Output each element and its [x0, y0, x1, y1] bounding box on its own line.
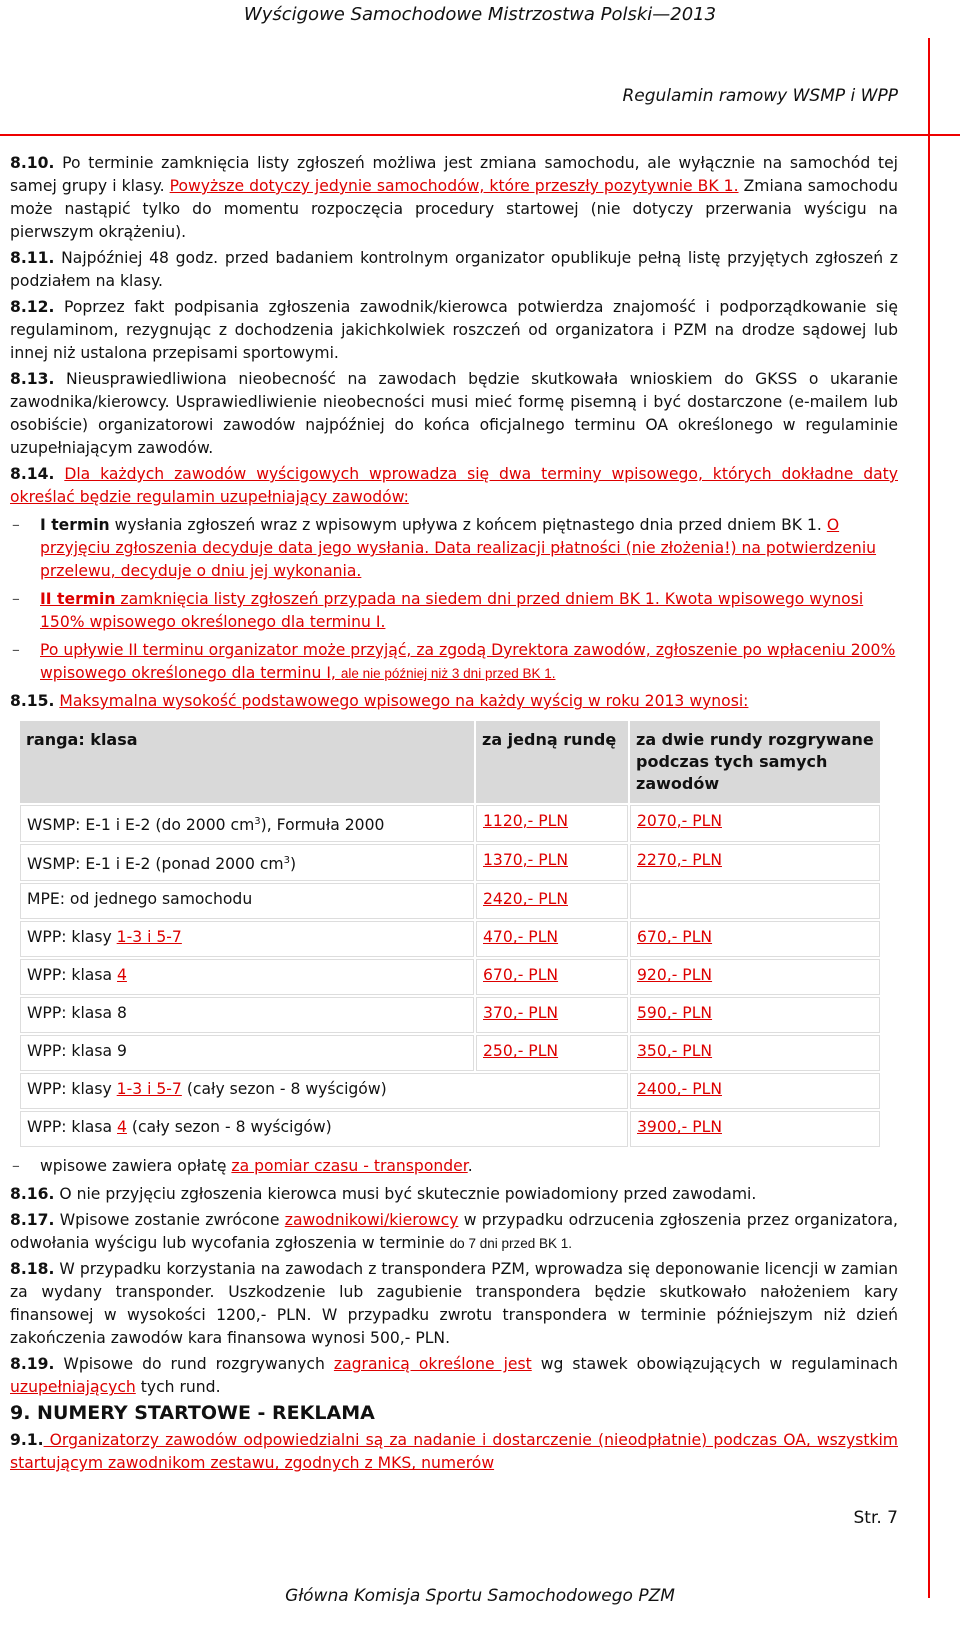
- price: 470,- PLN: [483, 928, 559, 947]
- document-body: [10, 152, 898, 1478]
- table-cell: [630, 883, 880, 919]
- section-number: 9.1.: [10, 1431, 44, 1450]
- section-8-13: [10, 368, 898, 460]
- text: tych rund.: [135, 1378, 221, 1397]
- section-heading-9: 9. NUMERY STARTOWE - REKLAMA: [10, 1402, 375, 1425]
- section-8-15: [10, 690, 898, 713]
- text: WPP: klasy: [27, 1080, 117, 1099]
- price: 590,- PLN: [637, 1004, 713, 1023]
- table-cell: [476, 844, 628, 881]
- text: wysłania zgłoszeń wraz z wpisowym upływa z końcem piętnastego dnia przed dniem BK 1.: [109, 516, 827, 534]
- price: 2400,- PLN: [637, 1080, 722, 1099]
- text: WPP: klasy: [27, 928, 117, 947]
- text: ), Formuła 2000: [260, 816, 385, 835]
- highlighted-text: zamknięcia listy zgłoszeń przypada na siedem dni przed dniem BK 1. Kwota wpisowego wynosi 150% wpisowego określonego dla terminu I.: [40, 590, 864, 631]
- price: 1120,- PLN: [483, 812, 568, 830]
- section-8-18: [10, 1258, 898, 1350]
- text: Po terminie zamknięcia listy zgłoszeń możliwa jest zmiana samochodu, ale wyłącznie na samochód tej samej grupy i klasy.: [10, 154, 898, 195]
- bullet-term-3: [10, 639, 898, 685]
- highlighted-text: 1-3 i 5-7: [116, 928, 182, 947]
- text: Wpisowe zostanie zwrócone: [54, 1211, 285, 1230]
- section-8-19: [10, 1353, 898, 1399]
- header-subtitle: Regulamin ramowy WSMP i WPP: [622, 86, 898, 106]
- price: 2270,- PLN: [637, 851, 722, 870]
- margin-rule: [928, 38, 930, 1598]
- text: do 7 dni przed BK 1.: [449, 1236, 573, 1252]
- text: (cały sezon - 8 wyścigów): [181, 1080, 387, 1099]
- section-number: 8.13.: [10, 370, 55, 388]
- table-cell: [476, 1035, 628, 1071]
- highlighted-text: Po upływie II terminu organizator może przyjąć, za zgodą Dyrektora zawodów, zgłoszenie po wpłaceniu 200% wpisowego określonego dla terminu I,: [40, 641, 896, 682]
- table-cell: [630, 997, 880, 1033]
- text: wpisowe zawiera opłatę: [40, 1157, 232, 1176]
- text: Najpóźniej 48 godz. przed badaniem kontrolnym organizator opublikuje pełną listę przyjętych zgłoszeń z podziałem na klasy.: [10, 249, 898, 290]
- table-header: za jedną rundę: [476, 721, 628, 803]
- text: MPE: od jednego samochodu: [27, 890, 253, 909]
- price: 350,- PLN: [637, 1042, 713, 1061]
- text: Nieusprawiedliwiona nieobecność na zawodach będzie skutkowała wnioskiem do GKSS o ukaranie zawodnika/kierowcy. Usprawiedliwienie nieobecności musi mieć formę pisemną i być dostarczone (e-mailem lub osobiście) organizatorowi zawodów najpóźniej do końca oficjalnego terminu OA określonego w regulaminie uzupełniającym zawodów.: [10, 370, 898, 457]
- table-cell: [20, 1111, 628, 1147]
- header-title: Wyścigowe Samochodowe Mistrzostwa Polski—2013: [243, 4, 717, 25]
- table-cell: [476, 805, 628, 842]
- text: WPP: klasa: [27, 1118, 117, 1137]
- table-cell: [476, 921, 628, 957]
- table-row: [20, 997, 880, 1033]
- section-number: 8.14.: [10, 465, 55, 483]
- bullet-transponder: [10, 1155, 898, 1178]
- text: Poprzez fakt podpisania zgłoszenia zawodnik/kierowca potwierdza znajomość i podporządkowanie się regulaminom, rezygnując z dochodzenia jakichkolwiek roszczeń od organizatora i PZM na drodze sądowej lub innej niż ustalona przepisami sportowymi.: [10, 298, 898, 362]
- section-8-14: [10, 463, 898, 509]
- table-cell: [20, 805, 474, 842]
- table-cell: [20, 1073, 628, 1109]
- table-row: [20, 805, 880, 842]
- text: WPP: klasa 9: [27, 1042, 127, 1061]
- price: 670,- PLN: [483, 966, 559, 985]
- text: O nie przyjęciu zgłoszenia kierowca musi być skutecznie powiadomiony przed zawodami.: [54, 1185, 757, 1204]
- bullet-term-1: [10, 514, 898, 583]
- section-number: 8.11.: [10, 249, 55, 267]
- text: (cały sezon - 8 wyścigów): [126, 1118, 332, 1137]
- table-header-row: [20, 721, 880, 803]
- section-number: 8.19.: [10, 1355, 55, 1374]
- table-cell: [20, 959, 474, 995]
- text: WPP: klasa: [27, 966, 117, 985]
- table-cell: [20, 883, 474, 919]
- table-cell: [20, 844, 474, 881]
- table-row: [20, 1111, 880, 1147]
- fee-table: [18, 719, 882, 1149]
- table-cell: [630, 1111, 880, 1147]
- superscript: 3: [254, 816, 261, 827]
- section-number: 8.17.: [10, 1211, 55, 1230]
- table-row: [20, 1035, 880, 1071]
- table-cell: [630, 1035, 880, 1071]
- section-8-11: [10, 247, 898, 293]
- footer-text: Główna Komisja Sportu Samochodowego PZM: [285, 1586, 675, 1606]
- highlighted-text: O przyjęciu zgłoszenia decyduje data jego wysłania. Data realizacji płatności (nie złożenia!) na potwierdzeniu przelewu, decyduje o dniu jej wykonania.: [40, 516, 877, 580]
- text: WSMP: E-1 i E-2 (do 2000 cm: [27, 816, 255, 835]
- section-number: 8.16.: [10, 1185, 55, 1204]
- section-number: 8.10.: [10, 154, 55, 172]
- table-row: [20, 921, 880, 957]
- superscript: 3: [283, 855, 290, 867]
- price: 920,- PLN: [637, 966, 713, 985]
- highlighted-text: uzupełniających: [10, 1378, 136, 1397]
- bold-text: II termin: [40, 590, 116, 608]
- table-cell: [20, 1035, 474, 1071]
- highlighted-text: Dla każdych zawodów wyścigowych wprowadza się dwa terminy wpisowego, których dokładne daty określać będzie regulamin uzupełniający zawodów:: [10, 465, 898, 506]
- highlighted-text: ale nie później niż 3 dni przed BK 1.: [340, 666, 556, 681]
- section-8-12: [10, 296, 898, 365]
- price: 370,- PLN: [483, 1004, 559, 1023]
- section-number: 8.12.: [10, 298, 55, 316]
- table-row: [20, 844, 880, 881]
- table-cell: [20, 921, 474, 957]
- table-cell: [630, 805, 880, 842]
- highlighted-text: Powyższe dotyczy jedynie samochodów, które przeszły pozytywnie BK 1.: [169, 177, 739, 195]
- table-row: [20, 883, 880, 919]
- price: 2420,- PLN: [483, 890, 568, 909]
- section-number: 8.15.: [10, 692, 55, 710]
- dash-icon: –: [12, 590, 20, 608]
- section-8-16: [10, 1183, 898, 1206]
- table-cell: [476, 959, 628, 995]
- table-cell: [630, 921, 880, 957]
- bullet-term-2: [10, 588, 898, 634]
- highlighted-text: Maksymalna wysokość podstawowego wpisowego na każdy wyścig w roku 2013 wynosi:: [59, 692, 749, 710]
- highlighted-text: 4: [117, 1118, 127, 1137]
- section-8-10: [10, 152, 898, 244]
- dash-icon: –: [12, 1157, 20, 1176]
- text: wg stawek obowiązujących w regulaminach: [531, 1355, 898, 1374]
- header-rule: [0, 134, 960, 136]
- price: 3900,- PLN: [637, 1118, 722, 1137]
- table-header: za dwie rundy rozgrywane podczas tych samych zawodów: [630, 721, 880, 803]
- text: w przypadku odrzucenia zgłoszenia przez organizatora, odwołania wyścigu lub wycofania zgłoszenia w terminie: [10, 1211, 899, 1253]
- bold-text: I termin: [40, 516, 110, 534]
- highlighted-text: zagranicą określone jest: [333, 1355, 532, 1374]
- table-row: [20, 1073, 880, 1109]
- page-number: Str. 7: [853, 1508, 898, 1528]
- price: 250,- PLN: [483, 1042, 559, 1061]
- price: 2070,- PLN: [637, 812, 722, 830]
- table-cell: [476, 883, 628, 919]
- table-cell: [476, 997, 628, 1033]
- highlighted-text: Organizatorzy zawodów odpowiedzialni są za nadanie i dostarczenie (nieodpłatnie) podczas OA, wszystkim startującym zawodnikom zestawu, zgodnych z MKS, numerów: [10, 1431, 898, 1473]
- table-cell: [630, 959, 880, 995]
- section-9-1: [10, 1429, 898, 1475]
- highlighted-text: za pomiar czasu - transponder: [231, 1157, 468, 1176]
- table-cell: [630, 1073, 880, 1109]
- table-cell: [20, 997, 474, 1033]
- section-8-17: [10, 1209, 898, 1255]
- text: Zmiana samochodu może nastąpić tylko do momentu rozpoczęcia procedury startowej (nie dotyczy przerwania wyścigu na pierwszym okrążeniu).: [10, 177, 898, 241]
- price: 1370,- PLN: [483, 851, 568, 870]
- text: .: [467, 1157, 473, 1176]
- table-row: [20, 959, 880, 995]
- table-header: ranga: klasa: [20, 721, 474, 803]
- text: WSMP: E-1 i E-2 (ponad 2000 cm: [27, 855, 284, 874]
- highlighted-text: 4: [117, 966, 127, 985]
- highlighted-text: 1-3 i 5-7: [116, 1080, 182, 1099]
- table-cell: [630, 844, 880, 881]
- dash-icon: –: [12, 516, 20, 534]
- text: Wpisowe do rund rozgrywanych: [54, 1355, 334, 1374]
- text: WPP: klasa 8: [27, 1004, 127, 1023]
- price: 670,- PLN: [637, 928, 713, 947]
- text: ): [290, 855, 297, 874]
- highlighted-text: zawodnikowi/kierowcy: [284, 1211, 459, 1230]
- text: W przypadku korzystania na zawodach z transpondera PZM, wprowadza się deponowanie licencji w zamian za wydany transponder. Uszkodzenie lub zagubienie transpondera będzie skutkowało nałożeniem kary finansowej w wysokości 1200,- PLN. W przypadku zwrotu transpondera w terminie późniejszym niż dzień zakończenia zawodów kara finansowa wynosi 500,- PLN.: [10, 1260, 898, 1348]
- section-number: 8.18.: [10, 1260, 55, 1279]
- dash-icon: –: [12, 641, 20, 659]
